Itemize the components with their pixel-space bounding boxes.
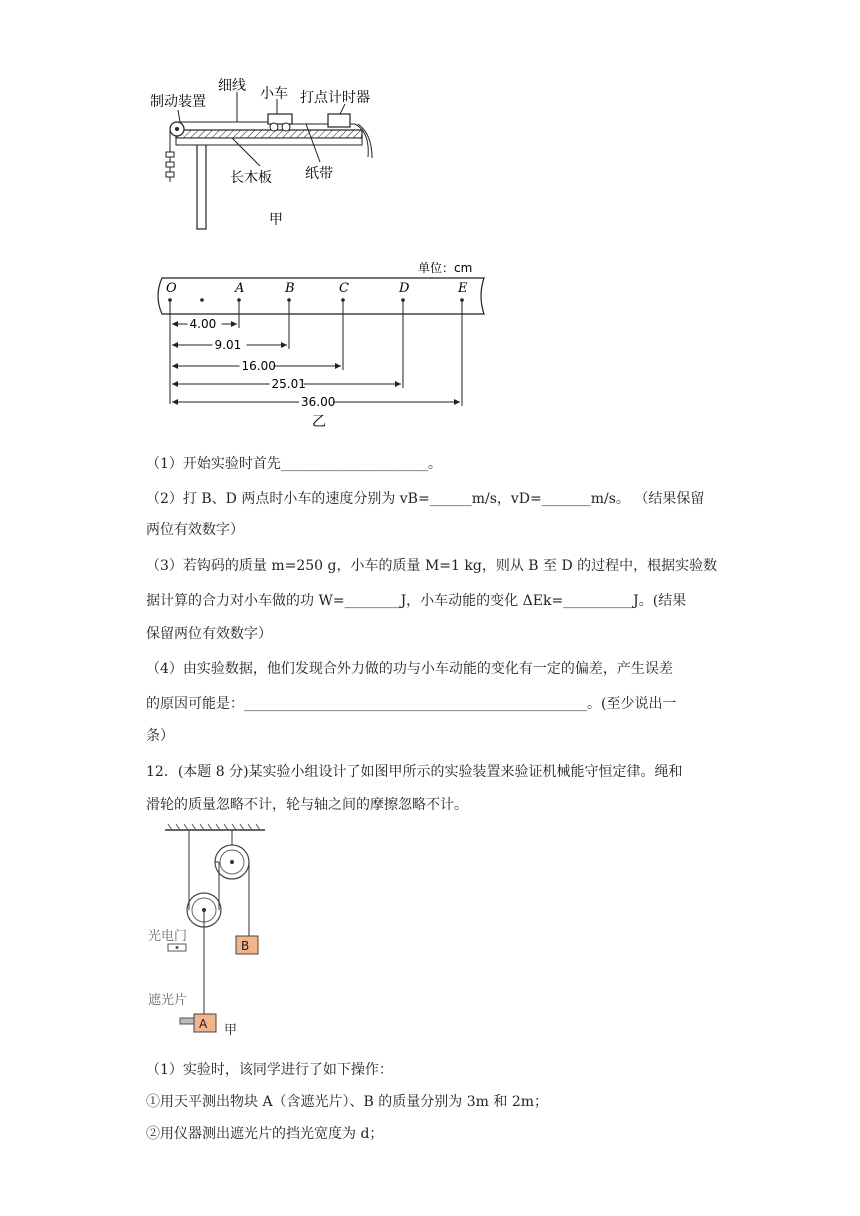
question-2-line1: （2）打 B、D 两点时小车的速度分别为 vB=______m/s，vD=_______m/s。 （结果保留 (146, 491, 705, 507)
tape-point-label: O (166, 281, 177, 296)
tape-point-label: E (458, 281, 468, 296)
operation-intro: （1）实验时，该同学进行了如下操作： (146, 1062, 393, 1078)
figure1-caption: 甲 (269, 212, 283, 228)
distance-label: 9.01 (214, 338, 242, 352)
operation-2: ②用仪器测出遮光片的挡光宽度为 d； (146, 1126, 384, 1142)
unit-label: 单位：cm (418, 261, 473, 275)
question-4-line1: （4）由实验数据，他们发现合外力做的功与小车动能的变化有一定的偏差，产生误差 (146, 661, 673, 677)
tape-point-label: A (235, 281, 245, 296)
photogate-label: 光电门 (148, 929, 188, 944)
question-3-line3: 保留两位有效数字） (146, 626, 272, 642)
label-car: 小车 (260, 86, 288, 102)
label-timer: 打点计时器 (300, 90, 370, 106)
tape-figure (150, 258, 490, 430)
tape-dot (200, 298, 204, 302)
shade-label: 遮光片 (148, 993, 188, 1008)
block-b-label: B (241, 939, 250, 953)
problem-12-line2: 滑轮的质量忽略不计，轮与轴之间的摩擦忽略不计。 (146, 797, 468, 813)
problem-12-line1: 12．(本题 8 分)某实验小组设计了如图甲所示的实验装置来验证机械能守恒定律。绳和 (146, 764, 683, 780)
label-string: 细线 (218, 78, 246, 94)
figure3-caption: 甲 (224, 1023, 238, 1038)
question-1: （1）开始实验时首先_____________________。 (146, 456, 442, 472)
figure2-caption: 乙 (312, 414, 326, 430)
question-4-line2: 的原因可能是：_________________________________________________。(至少说出一 (146, 696, 677, 712)
tape-point-label: B (285, 281, 295, 296)
label-board: 长木板 (230, 170, 272, 186)
question-2-line2: 两位有效数字） (146, 522, 244, 538)
pulley-figure (140, 820, 300, 1040)
question-3-line1: （3）若钩码的质量 m=250 g，小车的质量 M=1 kg，则从 B 至 D 的过程中，根据实验数 (146, 558, 718, 574)
distance-label: 25.01 (271, 377, 306, 391)
distance-label: 4.00 (189, 317, 217, 331)
distance-label: 36.00 (301, 395, 336, 409)
tape-point-label: D (399, 281, 410, 296)
question-4-line3: 条） (146, 728, 174, 744)
label-tape: 纸带 (305, 166, 333, 182)
tape-point-label: C (339, 281, 349, 296)
label-brake: 制动装置 (150, 94, 206, 110)
operation-1: ①用天平测出物块 A（含遮光片）、B 的质量分别为 3m 和 2m； (146, 1094, 549, 1110)
question-3-line2: 据计算的合力对小车做的功 W=________J，小车动能的变化 ΔEk=__________J。(结果 (146, 593, 687, 609)
apparatus-figure (150, 72, 400, 237)
block-a-label: A (199, 1017, 208, 1031)
distance-label: 16.00 (241, 359, 276, 373)
